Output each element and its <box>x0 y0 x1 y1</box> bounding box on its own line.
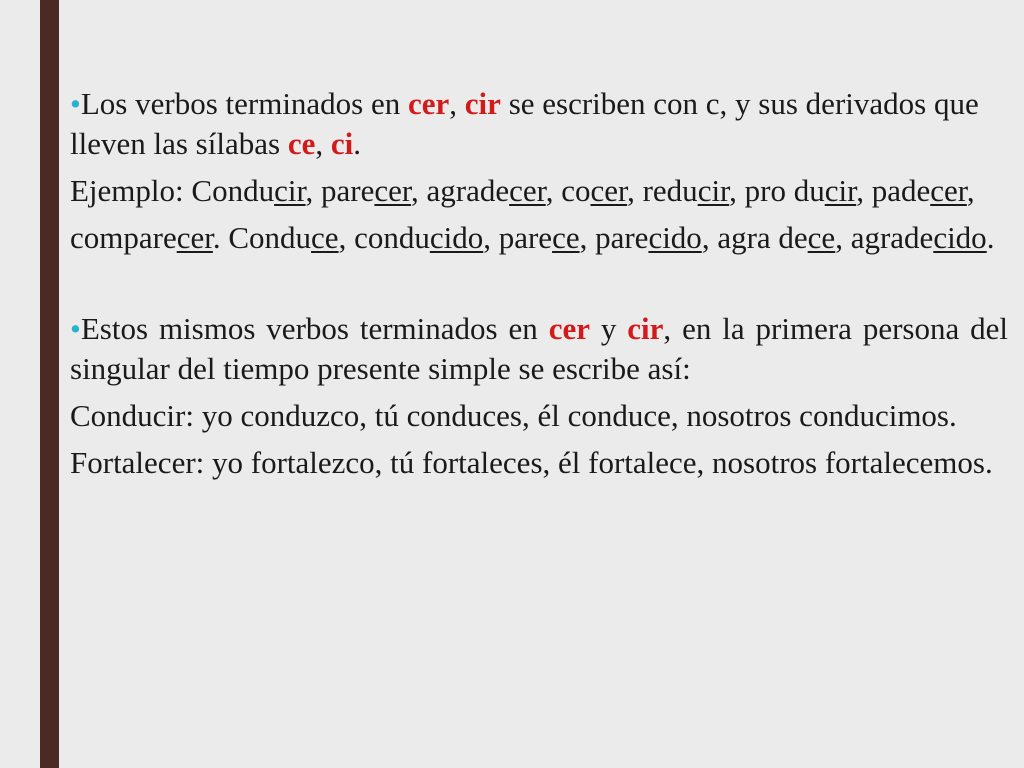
underlined-ending: cir <box>697 173 730 208</box>
example-verbs-paragraph <box>70 171 1008 211</box>
text-run: , pare <box>305 173 375 208</box>
text-run: , <box>966 173 975 208</box>
text-run: , agrade <box>835 220 934 255</box>
text-run: y <box>589 311 628 346</box>
text-run: , pade <box>856 173 931 208</box>
text-run: , pare <box>483 220 553 255</box>
left-accent-bar <box>40 0 59 768</box>
highlight-cir: cir <box>464 86 501 121</box>
text-run: , co <box>545 173 591 208</box>
text-run: , pro du <box>729 173 825 208</box>
conjugation-fortalecer: Fortalecer: yo fortalezco, tú fortaleces, él fortalece, nosotros fortalecemos. <box>70 445 993 480</box>
bullet-icon: • <box>70 86 81 121</box>
underlined-ending: cir <box>824 173 857 208</box>
underlined-ending: ce <box>311 220 339 255</box>
underlined-ending: cer <box>930 173 967 208</box>
conjugation-conducir: Conducir: yo conduzco, tú conduces, él conduce, nosotros conducimos. <box>70 398 957 433</box>
text-run: , redu <box>627 173 698 208</box>
underlined-ending: ce <box>552 220 580 255</box>
text-run: , <box>449 86 465 121</box>
paragraph-spacer <box>70 265 1008 309</box>
example-derivatives-paragraph <box>70 218 1008 258</box>
text-run: , agrade <box>411 173 510 208</box>
text-run: compare <box>70 220 177 255</box>
highlight-cir: cir <box>627 311 664 346</box>
highlight-ci: ci <box>330 126 354 161</box>
bullet-icon: • <box>70 311 81 346</box>
text-run: Ejemplo: Condu <box>70 173 275 208</box>
slide-content <box>70 84 1008 490</box>
text-run: . <box>986 220 995 255</box>
text-run: . Condu <box>212 220 312 255</box>
underlined-ending: cido <box>429 220 484 255</box>
rule-paragraph-1 <box>70 84 1008 164</box>
highlight-cer: cer <box>548 311 590 346</box>
text-run: , <box>315 126 331 161</box>
text-run: se escriben con c, y sus derivados que lleven las sílabas <box>70 86 979 161</box>
rule-paragraph-2 <box>70 309 1008 389</box>
underlined-ending: cido <box>648 220 702 255</box>
underlined-ending: cir <box>274 173 306 208</box>
underlined-ending: cer <box>509 173 546 208</box>
text-run: , condu <box>338 220 430 255</box>
highlight-cer: cer <box>408 86 450 121</box>
text-run: . <box>353 126 361 161</box>
underlined-ending: cer <box>590 173 628 208</box>
text-run: Los verbos terminados en <box>80 86 409 121</box>
underlined-ending: ce <box>807 220 836 255</box>
text-run: , en la primera persona del singular del tiempo presente simple se escribe así: <box>70 311 1008 386</box>
highlight-ce: ce <box>287 126 316 161</box>
text-run: Estos mismos verbos terminados en <box>80 311 549 346</box>
underlined-ending: cido <box>933 220 987 255</box>
text-run: , pare <box>579 220 649 255</box>
text-run: , agra de <box>701 220 808 255</box>
underlined-ending: cer <box>176 220 213 255</box>
underlined-ending: cer <box>374 173 411 208</box>
